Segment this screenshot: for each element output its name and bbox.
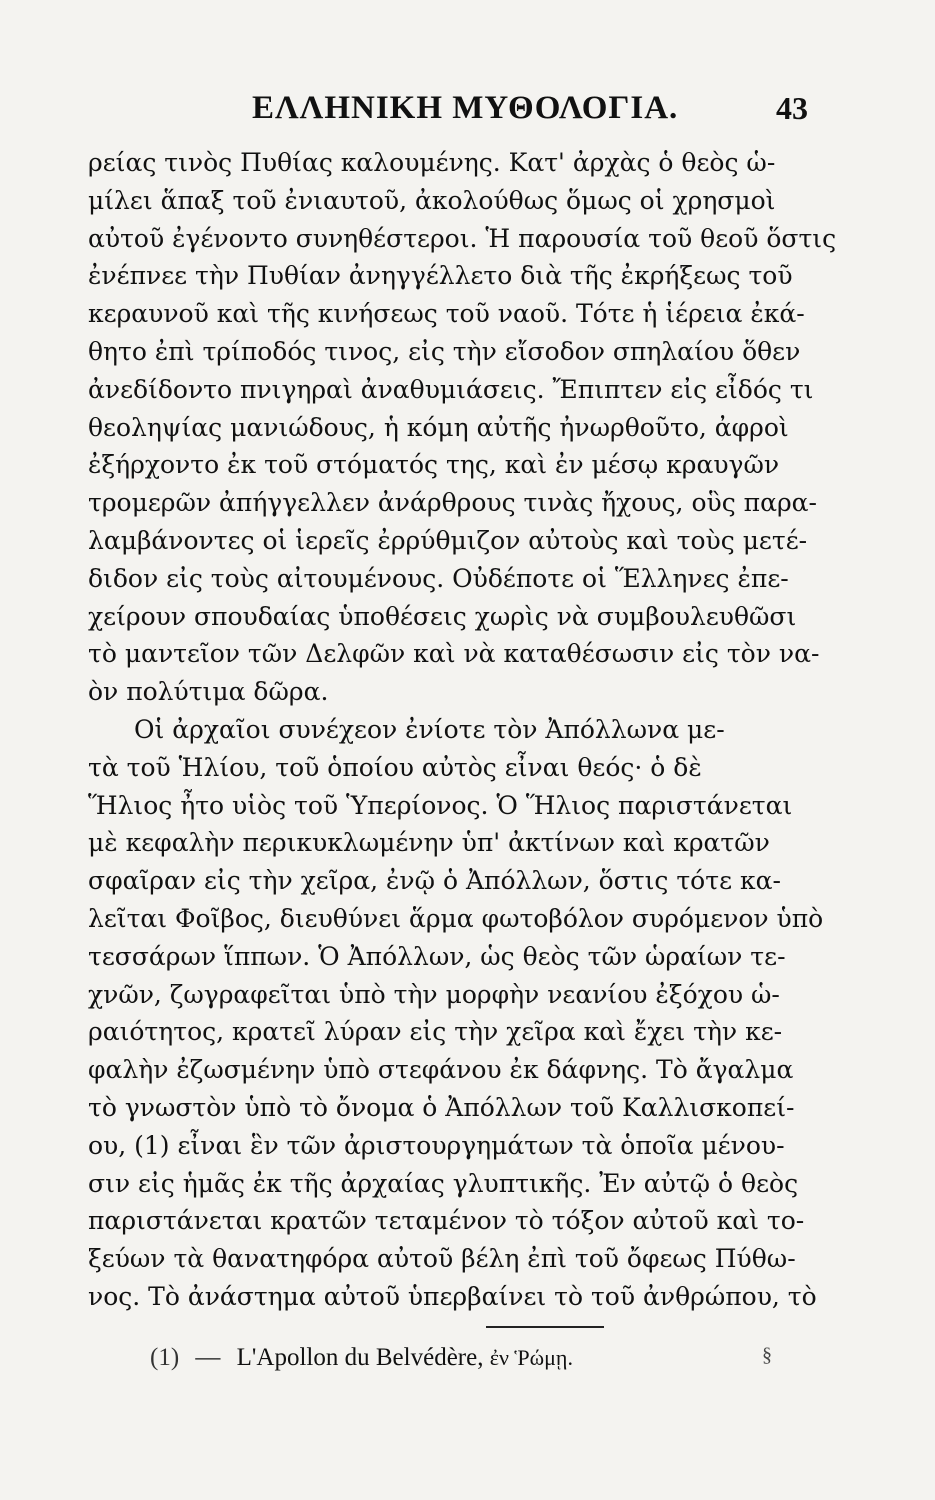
text-line: παριστάνεται κρατῶν τεταμένον τὸ τόξον αὐτοῦ καὶ το-	[88, 1206, 805, 1236]
text-line: φαλὴν ἐζωσμένην ὑπὸ στεφάνου ἐκ δάφνης. Τὸ ἄγαλμα	[88, 1055, 794, 1085]
text-line: χείρουν σπουδαίας ὑποθέσεις χωρὶς νὰ συμβουλευθῶσι	[88, 601, 797, 631]
text-line: νος. Τὸ ἀνάστημα αὐτοῦ ὑπερβαίνει τὸ τοῦ ἀνθρώπου, τὸ	[88, 1281, 817, 1311]
footnote-mark: (1)	[150, 1344, 180, 1371]
text-line: Ἥλιος ἦτο υἱὸς τοῦ Ὑπερίονος. Ὁ Ἥλιος παριστάνεται	[88, 790, 793, 820]
text-line: τὰ τοῦ Ἡλίου, τοῦ ὁποίου αὐτὸς εἶναι θεός· ὁ δὲ	[88, 752, 702, 782]
text-line: ρείας τινὸς Πυθίας καλουμένης. Κατ' ἀρχὰς ὁ θεὸς ὡ-	[88, 148, 776, 177]
text-line: ἐνέπνεε τὴν Πυθίαν ἀνηγγέλλετο διὰ τῆς ἐκρήξεως τοῦ	[88, 261, 793, 291]
text-line: τεσσάρων ἵππων. Ὁ Ἀπόλλων, ὡς θεὸς τῶν ὡραίων τε-	[88, 941, 786, 971]
text-line: λαμβάνοντες οἱ ἱερεῖς ἐρρύθμιζον αὐτοὺς καὶ τοὺς μετέ-	[88, 525, 808, 555]
footnote-text: L'Apollon du Belvédère,	[236, 1344, 484, 1371]
running-header-title: ΕΛΛΗΝΙΚΗ ΜΥΘΟΛΟΓΙΑ.	[252, 90, 679, 126]
text-line: τρομερῶν ἀπήγγελλεν ἀνάρθρους τινὰς ἤχους, οὓς παρα-	[88, 488, 817, 518]
text-line: μίλει ἅπαξ τοῦ ἐνιαυτοῦ, ἀκολούθως ὅμως οἱ χρησμοὶ	[88, 185, 776, 215]
footnote-separator: —	[195, 1344, 221, 1371]
text-line: ξεύων τὰ θανατηφόρα αὐτοῦ βέλη ἐπὶ τοῦ ὄφεως Πύθω-	[88, 1244, 796, 1274]
text-line: διδον εἰς τοὺς αἰτουμένους. Οὐδέποτε οἱ Ἕλληνες ἐπε-	[88, 563, 789, 593]
text-line: ου, (1) εἶναι ἓν τῶν ἀριστουργημάτων τὰ ὁποῖα μένου-	[88, 1130, 785, 1160]
text-line: τὸ γνωστὸν ὑπὸ τὸ ὄνομα ὁ Ἀπόλλων τοῦ Καλλισκοπεί-	[88, 1092, 795, 1122]
page-number: 43	[776, 90, 808, 126]
text-line: τὸ μαντεῖον τῶν Δελφῶν καὶ νὰ καταθέσωσιν εἰς τὸν να-	[88, 639, 820, 669]
text-line: μὲ κεφαλὴν περικυκλωμένην ὑπ' ἀκτίνων καὶ κρατῶν	[88, 828, 770, 858]
text-line: ραιότητος, κρατεῖ λύραν εἰς τὴν χεῖρα καὶ ἔχει τὴν κε-	[88, 1017, 783, 1047]
footnote-divider	[486, 1326, 604, 1328]
text-line: σιν εἰς ἡμᾶς ἐκ τῆς ἀρχαίας γλυπτικῆς. Ἐν αὐτῷ ὁ θεὸς	[88, 1168, 799, 1198]
text-line: ἐξήρχοντο ἐκ τοῦ στόματός της, καὶ ἐν μέσῳ κραυγῶν	[88, 450, 780, 480]
text-line: σφαῖραν εἰς τὴν χεῖρα, ἐνῷ ὁ Ἀπόλλων, ὅστις τότε κα-	[88, 866, 781, 896]
footnote	[150, 1344, 850, 1372]
text-line: θεοληψίας μανιώδους, ἡ κόμη αὐτῆς ἠνωρθοῦτο, ἀφροὶ	[88, 412, 789, 442]
paragraph-start-line: Οἱ ἀρχαῖοι συνέχεον ἐνίοτε τὸν Ἀπόλλωνα με-	[134, 714, 725, 744]
text-line: θητο ἐπὶ τρίποδός τινος, εἰς τὴν εἴσοδον σπηλαίου ὅθεν	[88, 336, 801, 366]
footnote-reference: ἐν Ῥώμῃ.	[489, 1345, 573, 1370]
body-text	[88, 144, 848, 1316]
text-line: χνῶν, ζωγραφεῖται ὑπὸ τὴν μορφὴν νεανίου ἐξόχου ὡ-	[88, 979, 780, 1009]
footnote-end-mark: §	[762, 1344, 772, 1366]
text-line: ὸν πολύτιμα δῶρα.	[88, 677, 329, 707]
text-line: ἀνεδίδοντο πνιγηραὶ ἀναθυμιάσεις. Ἔπιπτεν εἰς εἶδός τι	[88, 374, 814, 404]
text-line: κεραυνοῦ καὶ τῆς κινήσεως τοῦ ναοῦ. Τότε ἡ ἱέρεια ἐκά-	[88, 299, 805, 329]
text-line: αὐτοῦ ἐγένοντο συνηθέστεροι. Ἡ παρουσία τοῦ θεοῦ ὅστις	[88, 223, 837, 253]
text-line: λεῖται Φοῖβος, διευθύνει ἅρμα φωτοβόλον συρόμενον ὑπὸ	[88, 903, 824, 933]
